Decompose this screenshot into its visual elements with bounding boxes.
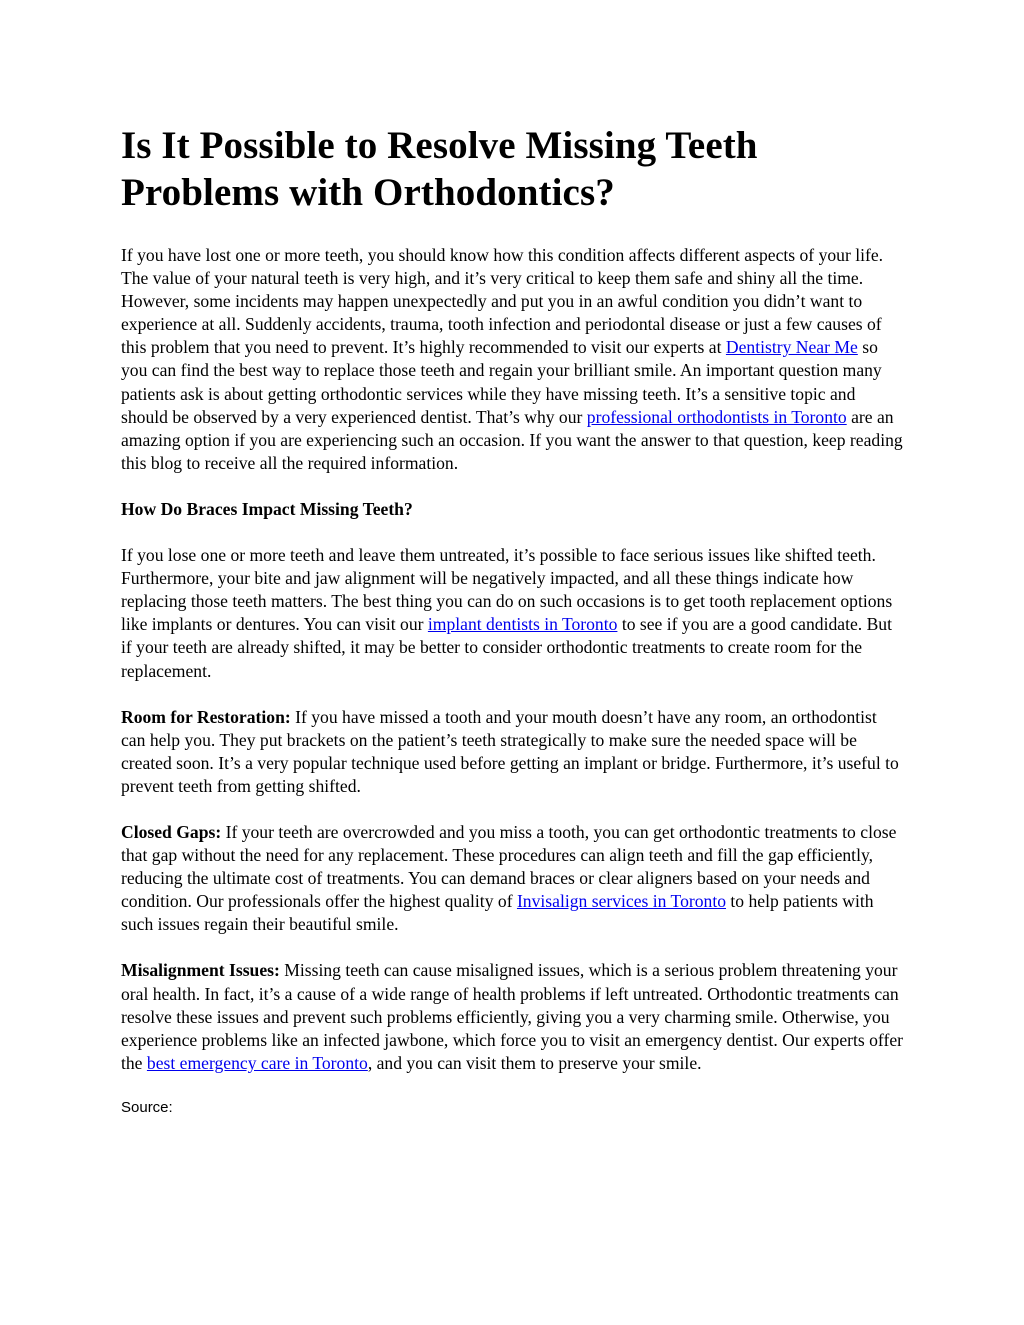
closed-gaps-paragraph: [121, 821, 905, 936]
section-heading: How Do Braces Impact Missing Teeth?: [121, 498, 413, 519]
misalignment-lead: Misalignment Issues:: [121, 960, 280, 981]
invisalign-services-link[interactable]: Invisalign services in Toronto: [516, 891, 726, 912]
intro-paragraph: [121, 244, 905, 475]
closed-gaps-lead: Closed Gaps:: [121, 821, 222, 842]
closed-gaps-text-1: If your teeth are overcrowded and you miss a tooth, you can get orthodontic treatments to close that gap without the need for any replacement. These procedures can align teeth and fill the gap efficiently, reducing the ultimate cost of treatments. You can demand braces or clear aligners based on your needs and condition. Our professionals offer the highest quality of: [121, 821, 897, 912]
closed-gaps-text-2: to help patients with such issues regain their beautiful smile.: [121, 891, 874, 935]
intro-text-3: are an amazing option if you are experiencing such an occasion. If you want the answer to that question, keep reading this blog to receive all the required information.: [121, 406, 903, 473]
intro-text-2: so you can find the best way to replace those teeth and regain your brilliant smile. An important question many patients ask is about getting orthodontic services while they have missing teeth. It’s a sensitive topic and should be observed by a very experienced dentist. That’s why our: [121, 337, 882, 427]
misalignment-text-1: Missing teeth can cause misaligned issues, which is a serious problem threatening your oral health. In fact, it’s a cause of a wide range of health problems if left untreated. Orthodontic treatments can resolve these issues and prevent such problems efficiently, giving you a very charming smile. Otherwise, you experience problems like an infected jawbone, which force you to visit an emergency dentist. Our experts offer the: [121, 960, 903, 1073]
emergency-care-link[interactable]: best emergency care in Toronto: [146, 1052, 368, 1073]
braces-text-2: to see if you are a good candidate. But if your teeth are already shifted, it may be better to consider orthodontic treatments to create room for the replacement.: [121, 614, 892, 681]
restoration-lead: Room for Restoration:: [121, 706, 291, 727]
braces-paragraph: [121, 544, 905, 683]
misalignment-paragraph: [121, 959, 905, 1074]
orthodontists-toronto-link[interactable]: professional orthodontists in Toronto: [586, 406, 847, 427]
restoration-paragraph: [121, 706, 905, 798]
intro-text-1: If you have lost one or more teeth, you should know how this condition affects different aspects of your life. The value of your natural teeth is very high, and it’s very critical to keep them safe and shiny all the time. However, some incidents may happen unexpectedly and put you in an awful condition you didn’t want to experience at all. Suddenly accidents, trauma, tooth infection and periodontal disease or just a few causes of this problem that you need to prevent. It’s highly recommended to visit our experts at: [121, 245, 884, 358]
source-label: Source:: [121, 1098, 173, 1116]
article-title: Is It Possible to Resolve Missing Teeth Problems with Orthodontics?: [121, 124, 758, 214]
misalignment-text-2: , and you can visit them to preserve your smile.: [367, 1052, 702, 1073]
implant-dentists-link[interactable]: implant dentists in Toronto: [427, 614, 618, 635]
dentistry-near-me-link[interactable]: Dentistry Near Me: [725, 337, 858, 358]
document-page: [121, 122, 905, 1118]
braces-text-1: If you lose one or more teeth and leave them untreated, it’s possible to face serious issues like shifted teeth. Furthermore, your bite and jaw alignment will be negatively impacted, and all these things indicate how replacing those teeth matters. The best thing you can do on such occasions is to get tooth replacement options like implants or dentures. You can visit our: [121, 545, 893, 635]
restoration-text: If you have missed a tooth and your mouth doesn’t have any room, an orthodontist can help you. They put brackets on the patient’s teeth strategically to make sure the needed space will be created soon. It’s a very popular technique used before getting an implant or bridge. Furthermore, it’s useful to prevent teeth from getting shifted.: [121, 706, 899, 796]
